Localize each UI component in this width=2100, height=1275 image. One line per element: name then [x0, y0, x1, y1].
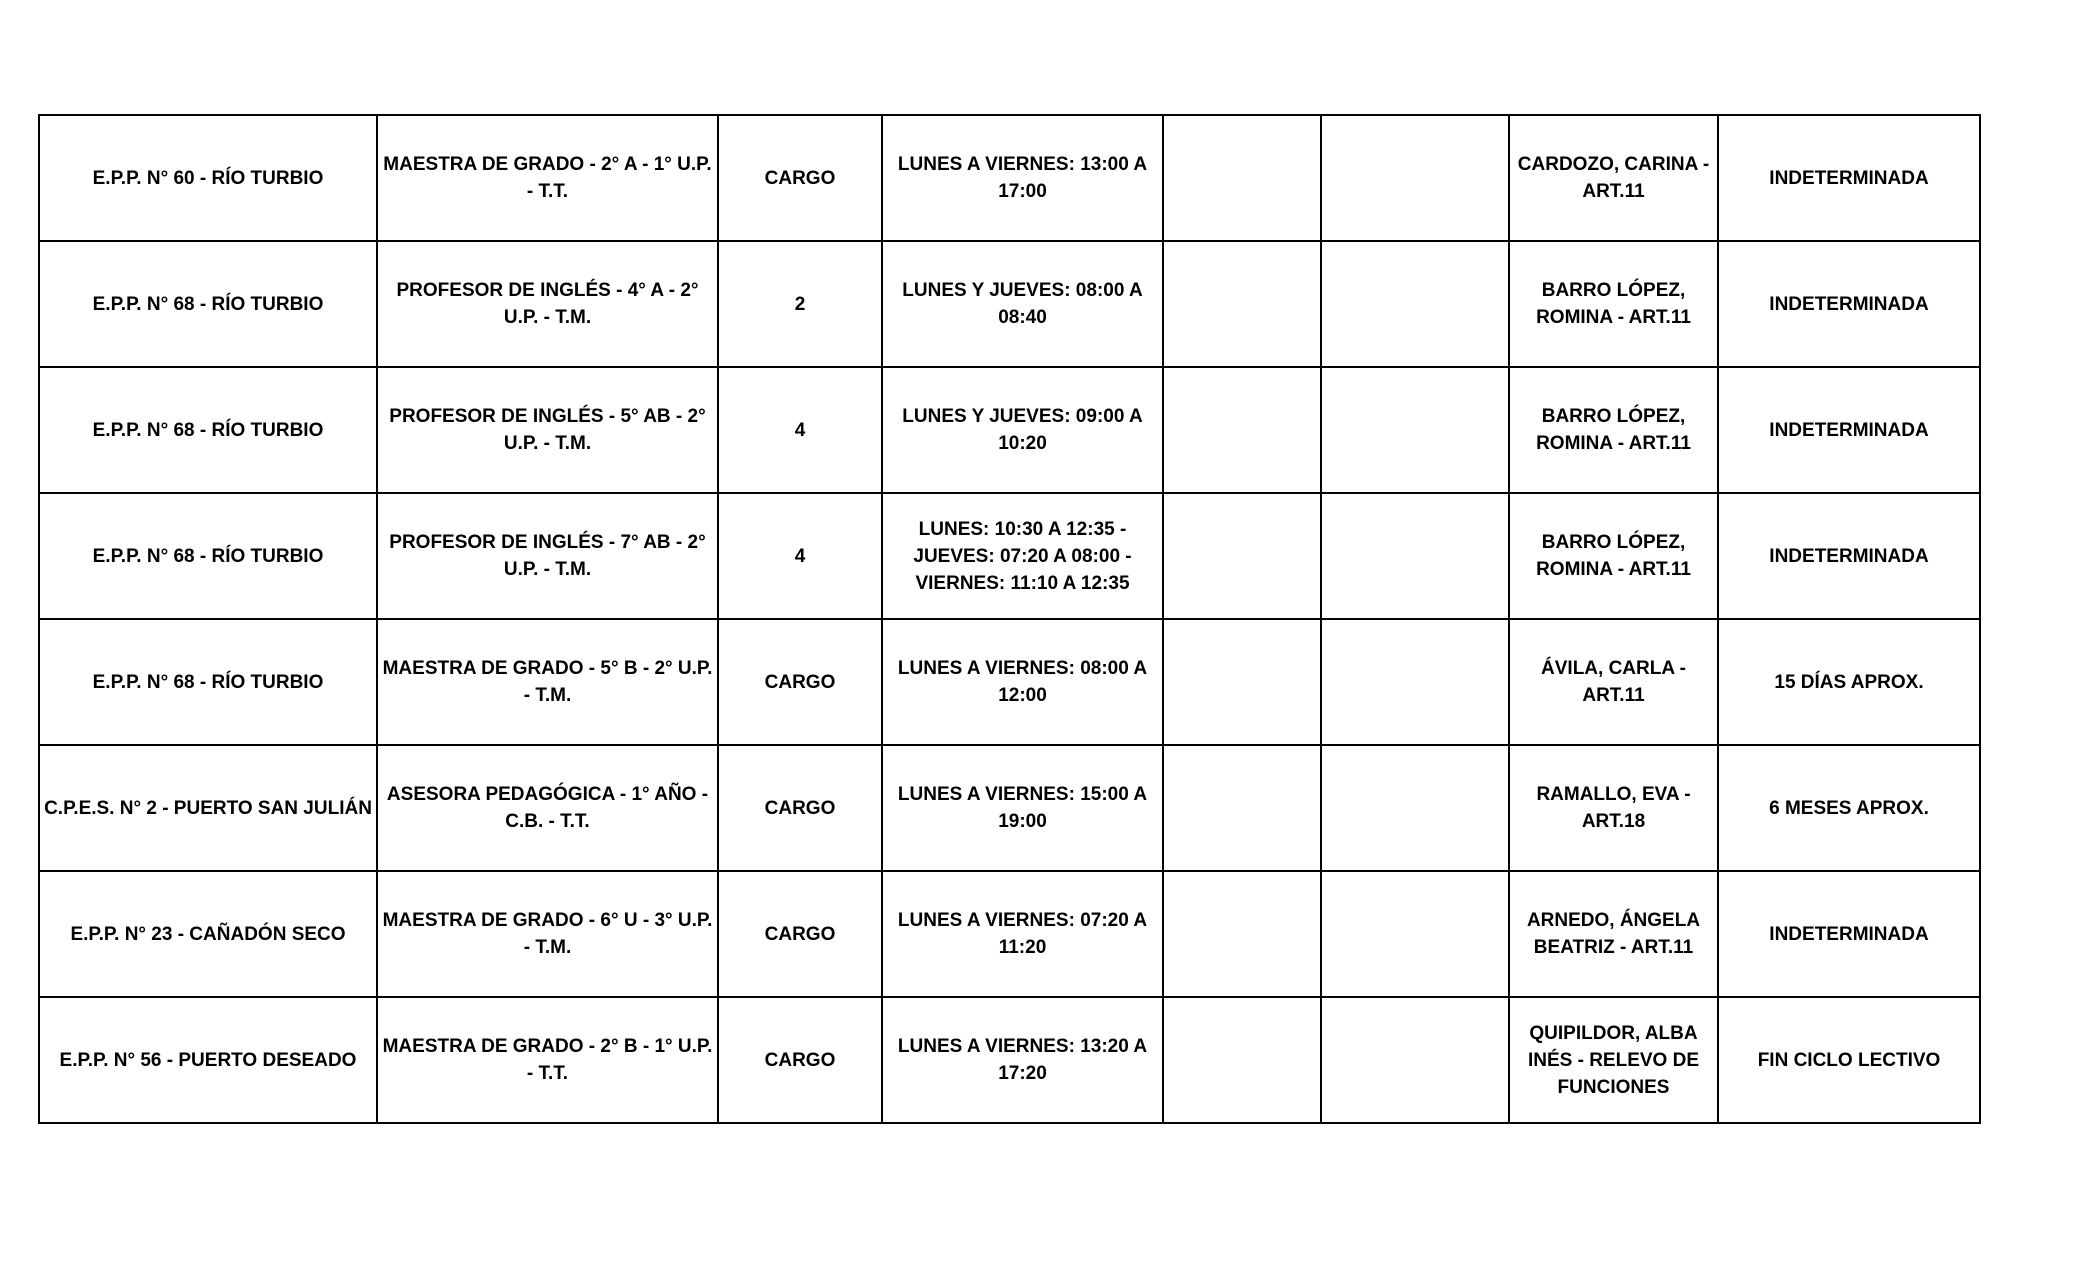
school-cell: E.P.P. N° 68 - RÍO TURBIO	[39, 619, 377, 745]
replaces-cell: BARRO LÓPEZ, ROMINA - ART.11	[1509, 367, 1718, 493]
schedule-cell: LUNES Y JUEVES: 08:00 A 08:40	[882, 241, 1163, 367]
position-cell: PROFESOR DE INGLÉS - 7° AB - 2° U.P. - T.M.	[377, 493, 718, 619]
hours-cell: CARGO	[718, 619, 882, 745]
empty-cell	[1163, 871, 1321, 997]
table-row	[39, 115, 1980, 241]
empty-cell	[1321, 115, 1509, 241]
schedule-cell: LUNES A VIERNES: 15:00 A 19:00	[882, 745, 1163, 871]
empty-cell	[1321, 871, 1509, 997]
schedule-cell: LUNES A VIERNES: 13:20 A 17:20	[882, 997, 1163, 1123]
replaces-cell: CARDOZO, CARINA - ART.11	[1509, 115, 1718, 241]
replaces-cell: RAMALLO, EVA - ART.18	[1509, 745, 1718, 871]
school-cell: E.P.P. N° 68 - RÍO TURBIO	[39, 493, 377, 619]
hours-cell: 4	[718, 367, 882, 493]
duration-cell: INDETERMINADA	[1718, 493, 1980, 619]
position-cell: PROFESOR DE INGLÉS - 5° AB - 2° U.P. - T.M.	[377, 367, 718, 493]
schedule-cell: LUNES A VIERNES: 07:20 A 11:20	[882, 871, 1163, 997]
hours-cell: CARGO	[718, 997, 882, 1123]
replaces-cell: ÁVILA, CARLA - ART.11	[1509, 619, 1718, 745]
table-row	[39, 367, 1980, 493]
position-cell: MAESTRA DE GRADO - 2° A - 1° U.P. - T.T.	[377, 115, 718, 241]
school-cell: E.P.P. N° 60 - RÍO TURBIO	[39, 115, 377, 241]
hours-cell: CARGO	[718, 745, 882, 871]
empty-cell	[1163, 493, 1321, 619]
replaces-cell: BARRO LÓPEZ, ROMINA - ART.11	[1509, 493, 1718, 619]
duration-cell: 6 MESES APROX.	[1718, 745, 1980, 871]
empty-cell	[1163, 115, 1321, 241]
schedule-cell: LUNES A VIERNES: 13:00 A 17:00	[882, 115, 1163, 241]
empty-cell	[1163, 241, 1321, 367]
schedule-cell: LUNES A VIERNES: 08:00 A 12:00	[882, 619, 1163, 745]
position-cell: PROFESOR DE INGLÉS - 4° A - 2° U.P. - T.M.	[377, 241, 718, 367]
school-cell: E.P.P. N° 68 - RÍO TURBIO	[39, 241, 377, 367]
school-cell: E.P.P. N° 56 - PUERTO DESEADO	[39, 997, 377, 1123]
hours-cell: 2	[718, 241, 882, 367]
table-row	[39, 997, 1980, 1123]
position-cell: ASESORA PEDAGÓGICA - 1° AÑO - C.B. - T.T.	[377, 745, 718, 871]
hours-cell: 4	[718, 493, 882, 619]
empty-cell	[1321, 367, 1509, 493]
position-cell: MAESTRA DE GRADO - 2° B - 1° U.P. - T.T.	[377, 997, 718, 1123]
empty-cell	[1163, 619, 1321, 745]
duration-cell: INDETERMINADA	[1718, 871, 1980, 997]
empty-cell	[1163, 997, 1321, 1123]
table-row	[39, 871, 1980, 997]
empty-cell	[1163, 745, 1321, 871]
hours-cell: CARGO	[718, 115, 882, 241]
empty-cell	[1163, 367, 1321, 493]
duration-cell: 15 DÍAS APROX.	[1718, 619, 1980, 745]
replaces-cell: BARRO LÓPEZ, ROMINA - ART.11	[1509, 241, 1718, 367]
empty-cell	[1321, 493, 1509, 619]
replaces-cell: ARNEDO, ÁNGELA BEATRIZ - ART.11	[1509, 871, 1718, 997]
duration-cell: INDETERMINADA	[1718, 115, 1980, 241]
position-cell: MAESTRA DE GRADO - 6° U - 3° U.P. - T.M.	[377, 871, 718, 997]
empty-cell	[1321, 997, 1509, 1123]
table-row	[39, 745, 1980, 871]
school-cell: E.P.P. N° 68 - RÍO TURBIO	[39, 367, 377, 493]
schedule-cell: LUNES Y JUEVES: 09:00 A 10:20	[882, 367, 1163, 493]
duration-cell: FIN CICLO LECTIVO	[1718, 997, 1980, 1123]
schedule-cell: LUNES: 10:30 A 12:35 - JUEVES: 07:20 A 08:00 - VIERNES: 11:10 A 12:35	[882, 493, 1163, 619]
duration-cell: INDETERMINADA	[1718, 367, 1980, 493]
position-cell: MAESTRA DE GRADO - 5° B - 2° U.P. - T.M.	[377, 619, 718, 745]
table-row	[39, 241, 1980, 367]
empty-cell	[1321, 619, 1509, 745]
table-row	[39, 493, 1980, 619]
empty-cell	[1321, 745, 1509, 871]
replaces-cell: QUIPILDOR, ALBA INÉS - RELEVO DE FUNCIONES	[1509, 997, 1718, 1123]
table-row	[39, 619, 1980, 745]
vacancies-table	[38, 114, 1981, 1124]
duration-cell: INDETERMINADA	[1718, 241, 1980, 367]
empty-cell	[1321, 241, 1509, 367]
school-cell: C.P.E.S. N° 2 - PUERTO SAN JULIÁN	[39, 745, 377, 871]
hours-cell: CARGO	[718, 871, 882, 997]
school-cell: E.P.P. N° 23 - CAÑADÓN SECO	[39, 871, 377, 997]
